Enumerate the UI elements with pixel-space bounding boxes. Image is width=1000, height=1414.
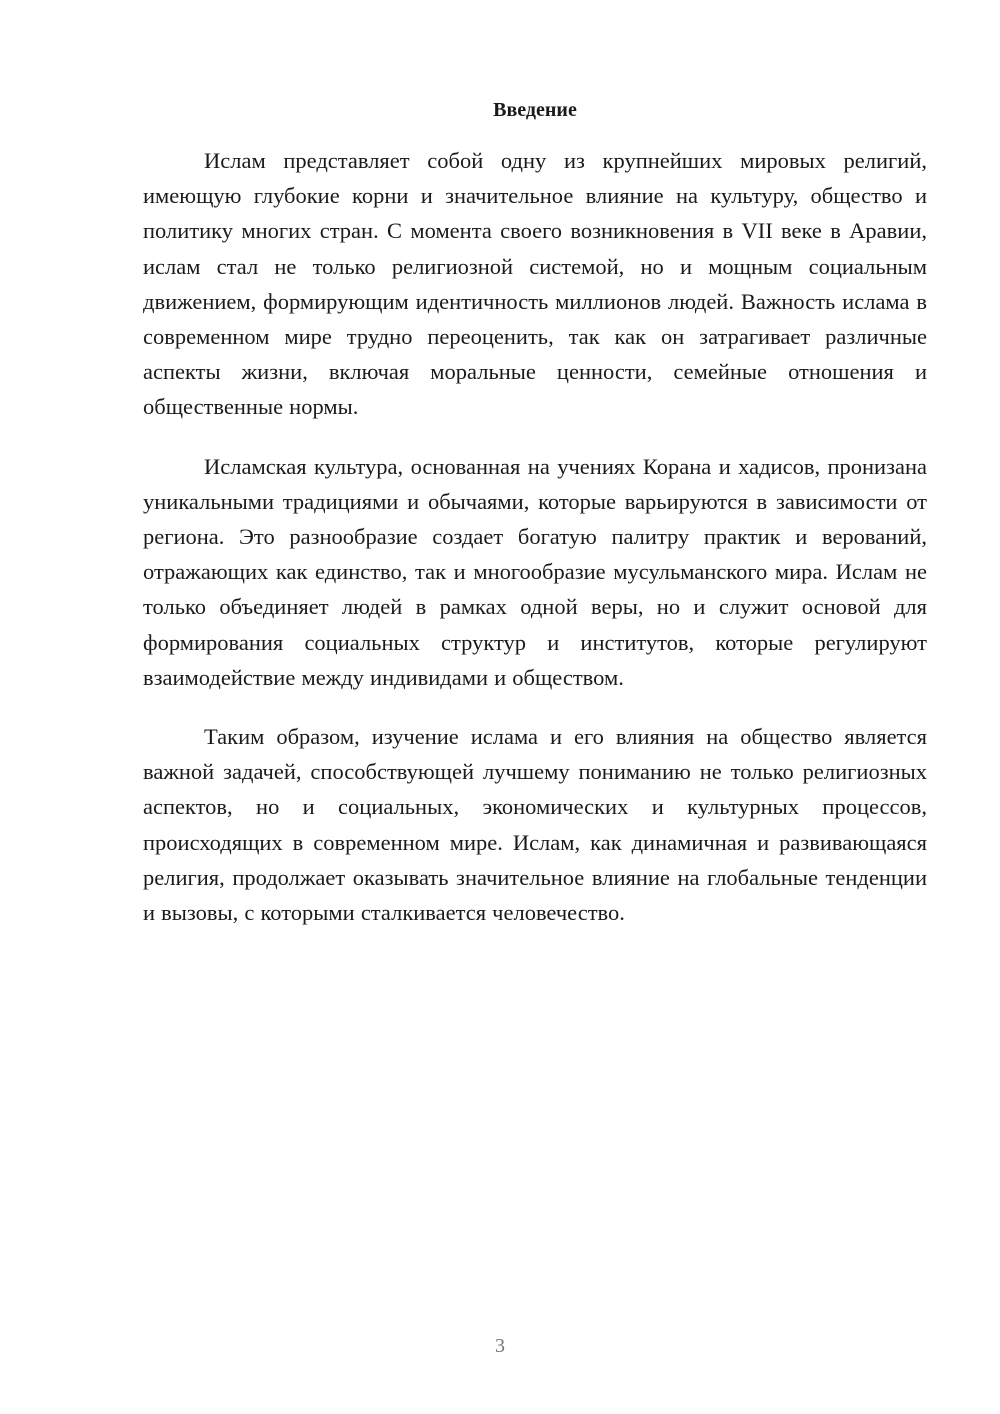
page-number: 3: [495, 1335, 505, 1357]
document-body: [143, 143, 927, 930]
page-title: Введение: [493, 99, 577, 121]
paragraph-3: Таким образом, изучение ислама и его влияния на общество является важной задачей, способствующей лучшему пониманию не только религиозных аспектов, но и социальных, экономических и культурных процессов, происходящих в современном мире. Ислам, как динамичная и развивающаяся религия, продолжает оказывать значительное влияние на глобальные тенденции и вызовы, с которыми сталкивается человечество.: [143, 724, 927, 926]
paragraph-1: Ислам представляет собой одну из крупнейших мировых религий, имеющую глубокие корни и значительное влияние на культуру, общество и политику многих стран. С момента своего возникновения в VII веке в Аравии, ислам стал не только религиозной системой, но и мощным социальным движением, формирующим идентичность миллионов людей. Важность ислама в современном мире трудно переоценить, так как он затрагивает различные аспекты жизни, включая моральные ценности, семейные отношения и общественные нормы.: [143, 148, 927, 420]
paragraph-2: Исламская культура, основанная на учениях Корана и хадисов, пронизана уникальными традициями и обычаями, которые варьируются в зависимости от региона. Это разнообразие создает богатую палитру практик и верований, отражающих как единство, так и многообразие мусульманского мира. Ислам не только объединяет людей в рамках одной веры, но и служит основой для формирования социальных структур и институтов, которые регулируют взаимодействие между индивидами и обществом.: [143, 453, 927, 690]
